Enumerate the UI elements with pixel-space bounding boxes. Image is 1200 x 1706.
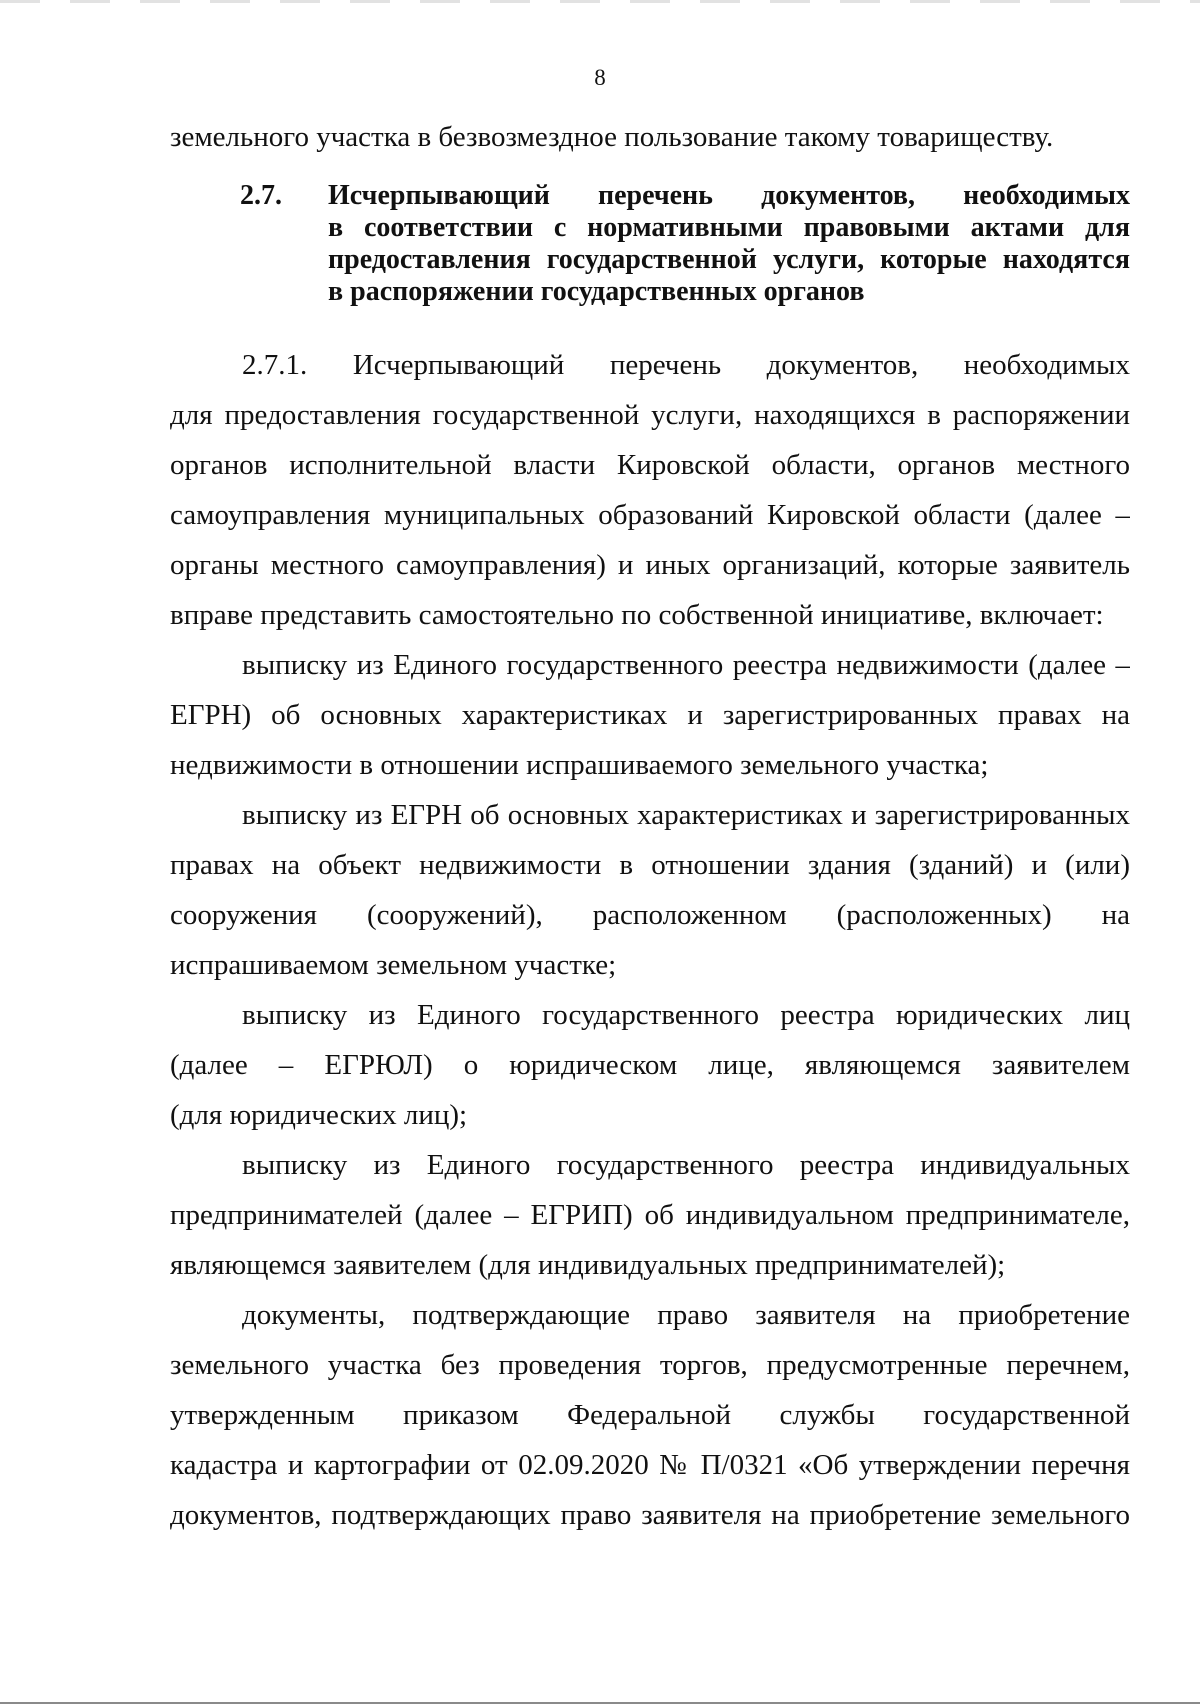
section-title-line: предоставления государственной услуги, которые находятся: [328, 244, 1130, 275]
text-line: недвижимости в отношении испрашиваемого земельного участка;: [170, 749, 989, 781]
text-line: испрашиваемом земельном участке;: [170, 949, 617, 981]
text-line: выписку из Единого государственного реестра недвижимости (далее –: [242, 649, 1130, 681]
text-line: выписку из Единого государственного реестра юридических лиц: [242, 999, 1130, 1031]
text-line: для предоставления государственной услуги, находящихся в распоряжении: [170, 399, 1130, 431]
text-line: утвержденным приказом Федеральной службы государственной: [170, 1399, 1130, 1431]
text-line: выписку из Единого государственного реестра индивидуальных: [242, 1149, 1130, 1181]
section-title-line: Исчерпывающий перечень документов, необходимых: [328, 180, 1130, 211]
scan-edge-top: [0, 0, 1200, 3]
text-line: органы местного самоуправления) и иных организаций, которые заявитель: [170, 549, 1130, 581]
text-line: кадастра и картографии от 02.09.2020 № П/0321 «Об утверждении перечня: [170, 1449, 1130, 1481]
section-title-line: в распоряжении государственных органов: [328, 276, 865, 307]
text-line: самоуправления муниципальных образований Кировской области (далее –: [170, 499, 1130, 531]
section-body: [170, 340, 1130, 1540]
text-line: правах на объект недвижимости в отношении здания (зданий) и (или): [170, 849, 1130, 881]
text-line: вправе представить самостоятельно по собственной инициативе, включает:: [170, 599, 1104, 631]
text-line: сооружения (сооружений), расположенном (расположенных) на: [170, 899, 1130, 931]
text-line: (далее – ЕГРЮЛ) о юридическом лице, являющемся заявителем: [170, 1049, 1130, 1081]
scan-edge-bottom: [0, 1702, 1200, 1704]
section-number: 2.7.: [240, 180, 282, 211]
text-line: 2.7.1. Исчерпывающий перечень документов, необходимых: [242, 349, 1130, 381]
section-title: [328, 180, 1130, 308]
text-line: документы, подтверждающие право заявителя на приобретение: [242, 1299, 1130, 1331]
text-line: предпринимателей (далее – ЕГРИП) об индивидуальном предпринимателе,: [170, 1199, 1130, 1231]
page-number: 8: [594, 65, 606, 90]
text-line: ЕГРН) об основных характеристиках и зарегистрированных правах на: [170, 699, 1130, 731]
text-line: органов исполнительной власти Кировской области, органов местного: [170, 449, 1130, 481]
section-title-line: в соответствии с нормативными правовыми актами для: [328, 212, 1130, 243]
text-line: земельного участка в безвозмездное пользование такому товариществу.: [170, 121, 1054, 153]
text-line: документов, подтверждающих право заявителя на приобретение земельного: [170, 1499, 1130, 1531]
text-line: выписку из ЕГРН об основных характеристиках и зарегистрированных: [242, 799, 1130, 831]
text-line: земельного участка без проведения торгов, предусмотренные перечнем,: [170, 1349, 1130, 1381]
intro-paragraph: [170, 112, 1130, 162]
text-line: являющемся заявителем (для индивидуальных предпринимателей);: [170, 1249, 1006, 1281]
text-line: (для юридических лиц);: [170, 1099, 468, 1131]
